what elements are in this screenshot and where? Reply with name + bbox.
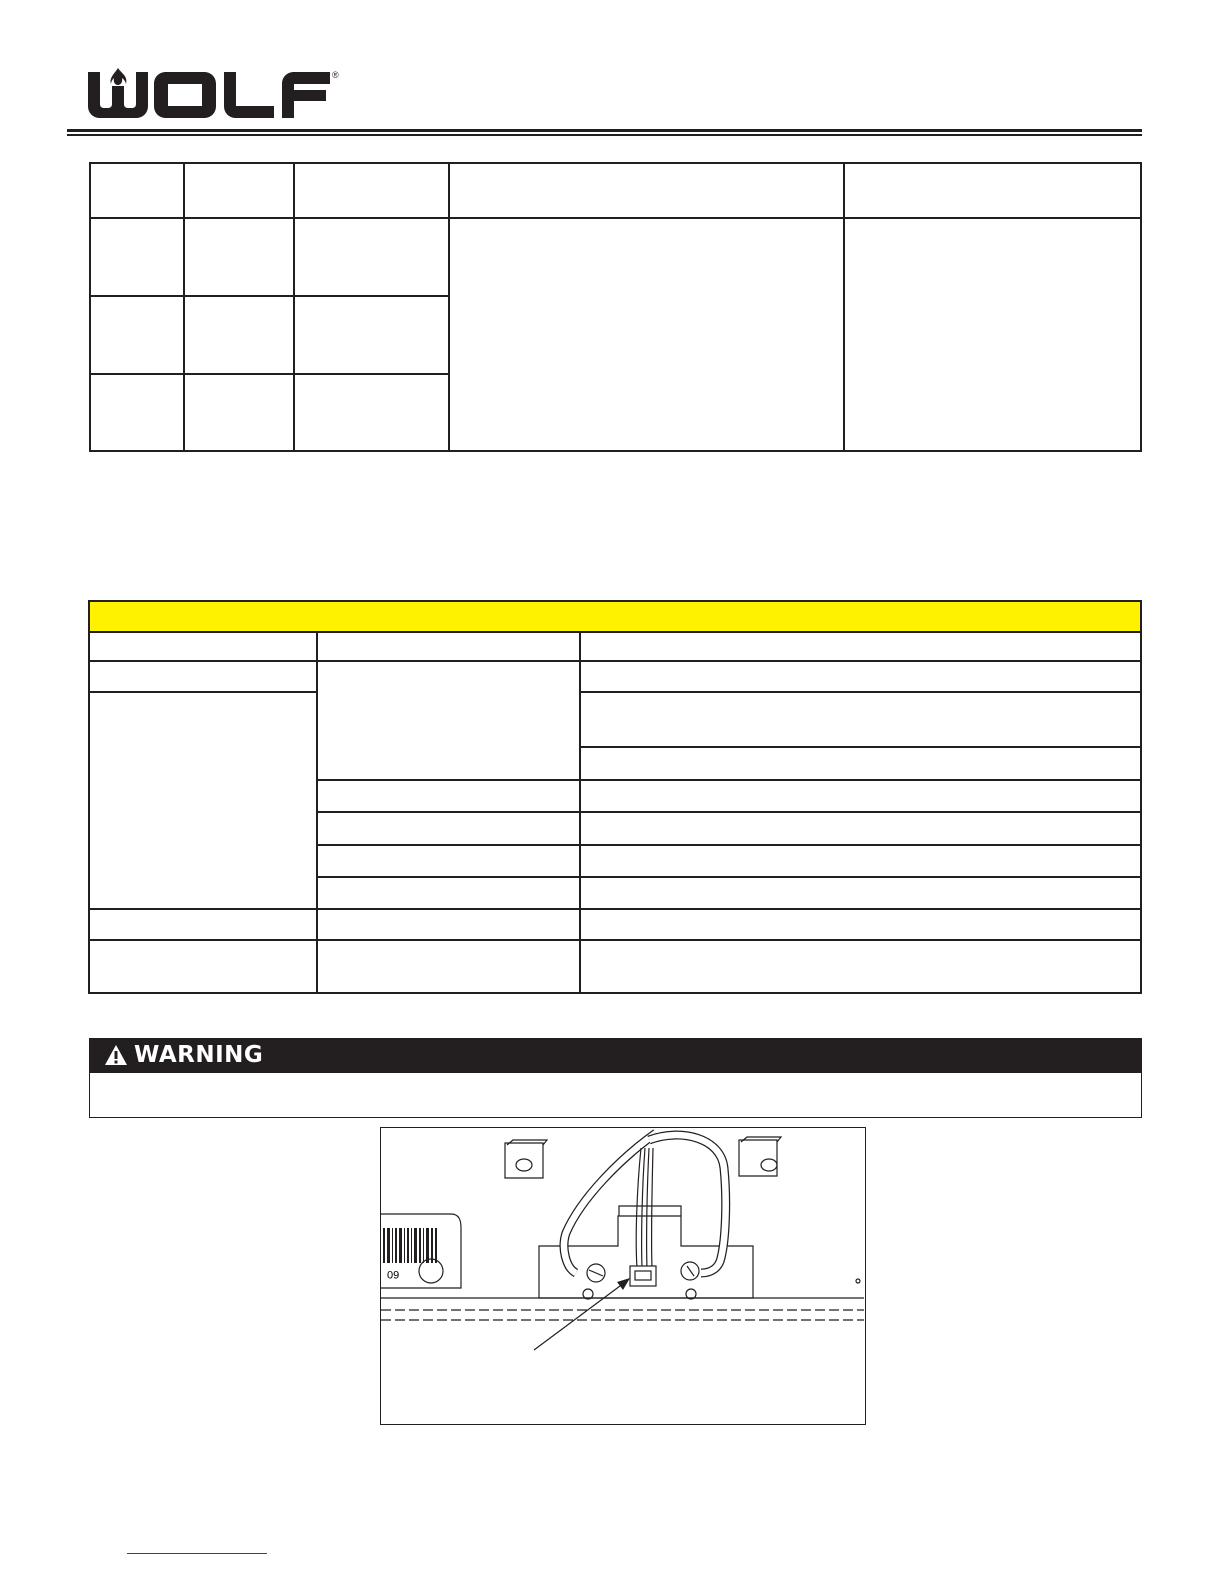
header-cell [845,164,1140,217]
yellow-table [88,600,1142,994]
warning-body [89,1073,1142,1118]
table-cell [91,375,183,450]
header-cell [91,164,183,217]
top-table [89,162,1142,452]
merged-cell [450,219,843,450]
table-cell [295,375,448,450]
table-cell [581,846,1138,876]
warning-title: WARNING [134,1042,264,1068]
header-rule-thin [67,134,1142,136]
table-title-band [90,602,1140,633]
wolf-logo [86,66,346,118]
table-cell [581,693,1138,746]
row-divider [90,908,318,910]
footer-link-underline[interactable] [127,1553,267,1554]
table-cell [581,910,1138,939]
table-cell [581,878,1138,908]
row-divider [316,939,581,941]
table-cell [581,781,1138,811]
table-cell [91,219,183,295]
row-divider [316,844,581,846]
row-divider [90,691,318,693]
header-cell [318,633,579,660]
table-cell [581,748,1138,779]
table-cell [581,813,1138,844]
header-rule-thick [67,129,1142,132]
warning-banner [89,1038,1142,1073]
header-cell [295,164,448,217]
header-cell [90,633,316,660]
control-board-illustration [381,1128,864,1423]
table-cell [91,297,183,373]
merged-cell [845,219,1140,450]
svg-text:®: ® [332,70,339,80]
header-cell [185,164,293,217]
table-cell [185,297,293,373]
row-divider [90,939,318,941]
barcode-text: 60 [387,1268,400,1280]
row-divider [316,779,581,781]
wiring-figure [380,1127,866,1425]
row-divider [316,908,581,910]
table-cell [581,941,1138,992]
barcode [383,1228,437,1263]
row-divider [316,876,581,878]
table-cell [185,375,293,450]
table-title [90,602,102,610]
table-cell [185,219,293,295]
header-cell [581,633,1138,660]
table-cell [581,662,1138,691]
table-cell [295,219,448,295]
header-cell [450,164,843,217]
table-cell [295,297,448,373]
warning-triangle-icon [104,1044,128,1066]
row-divider [316,811,581,813]
